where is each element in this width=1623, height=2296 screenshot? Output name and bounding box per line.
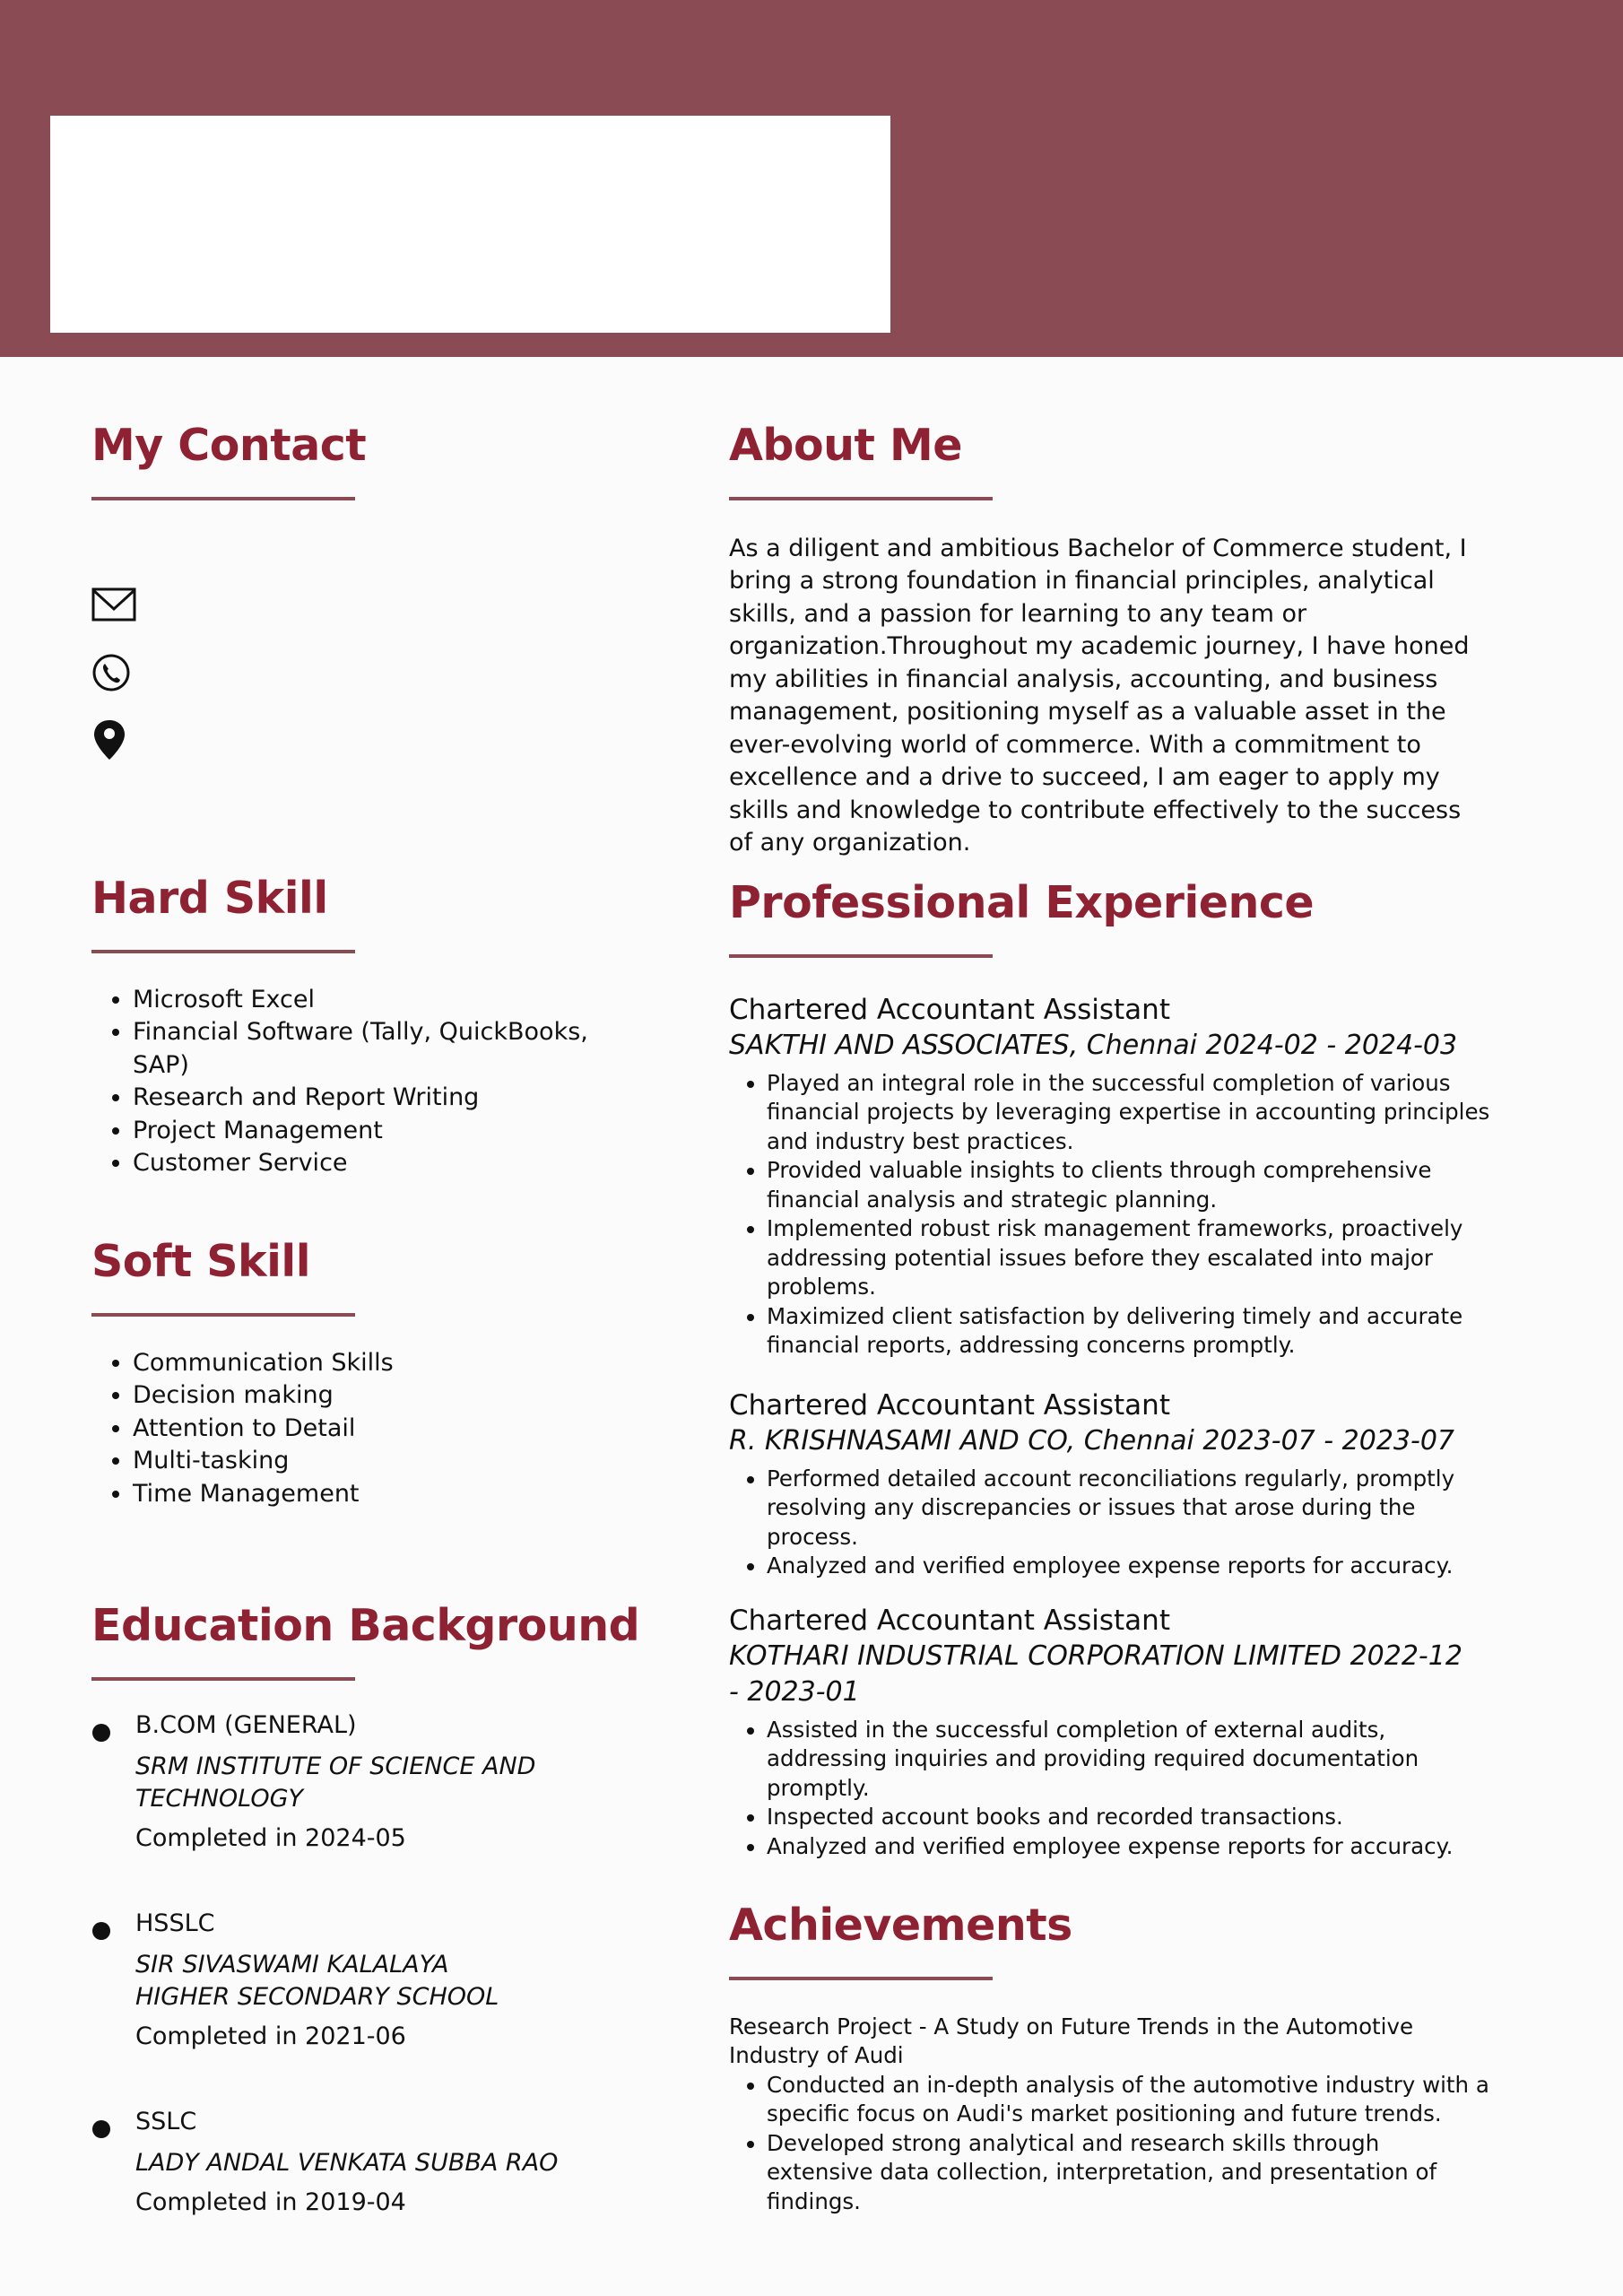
- education-completed: Completed in 2021-06: [135, 2022, 406, 2050]
- job-entry: [729, 992, 1491, 1361]
- title-rule: [91, 1313, 355, 1317]
- list-item: • Played an integral role in the successful completion of various financial projects by leveraging expertise in accounting principles and industry best practices.: [767, 1069, 1491, 1157]
- title-rule: [729, 954, 993, 958]
- list-item: • Inspected account books and recorded transactions.: [767, 1803, 1491, 1832]
- job-title: Chartered Accountant Assistant: [729, 993, 1170, 1026]
- education-degree: B.COM (GENERAL): [135, 1710, 357, 1739]
- list-item: • Multi-tasking: [133, 1445, 683, 1478]
- job-entry: [729, 1387, 1491, 1581]
- contact-title: My Contact: [91, 420, 367, 471]
- soft-skill-list: [91, 1347, 683, 1511]
- education-degree: HSSLC: [135, 1909, 215, 1937]
- soft-skill-section: [91, 1238, 683, 1510]
- job-company-dates: KOTHARI INDUSTRIAL CORPORATION LIMITED 2022-12 - 2023-01: [729, 1639, 1462, 1708]
- about-section: [729, 422, 1491, 860]
- education-item: [91, 2104, 701, 2221]
- title-rule: [91, 497, 355, 500]
- list-item: • Analyzed and verified employee expense reports for accuracy.: [767, 1832, 1491, 1862]
- list-item: • Performed detailed account reconciliations regularly, promptly resolving any discrepancies or issues that arose during the process.: [767, 1465, 1491, 1552]
- list-item: • Decision making: [133, 1379, 683, 1413]
- list-item: • Communication Skills: [133, 1347, 683, 1380]
- education-school: LADY ANDAL VENKATA SUBBA RAO: [135, 2148, 559, 2177]
- education-school: SRM INSTITUTE OF SCIENCE AND TECHNOLOGY: [135, 1752, 536, 1813]
- about-text: As a diligent and ambitious Bachelor of Commerce student, I bring a strong foundation in financial principles, analytical skills, and a passion for learning to any team or organization.Throughout my academic journey, I have honed my abilities in financial analysis, accounting, and business management, positioning myself as a valuable asset in the ever-evolving world of commerce. With a commitment to excellence and a drive to succeed, I am eager to apply my skills and knowledge to contribute effectively to the success of any organization.: [729, 534, 1470, 857]
- contact-section: [91, 422, 683, 774]
- contact-location-row: [91, 707, 683, 774]
- job-entry: [729, 1603, 1491, 1862]
- education-title: Education Background: [91, 1600, 640, 1651]
- job-company-dates: R. KRISHNASAMI AND CO, Chennai 2023-07 - 2023-07: [729, 1424, 1454, 1457]
- list-item: • Conducted an in-depth analysis of the automotive industry with a specific focus on Audi's market positioning and future trends.: [767, 2071, 1491, 2129]
- list-item: • Implemented robust risk management frameworks, proactively addressing potential issues before they escalated into major problems.: [767, 1214, 1491, 1302]
- list-item: • Customer Service: [133, 1147, 683, 1180]
- phone-icon: [91, 653, 131, 692]
- achievement-project-title: Research Project - A Study on Future Trends in the Automotive Industry of Audi: [729, 2013, 1414, 2069]
- list-item: • Financial Software (Tally, QuickBooks, SAP): [133, 1016, 599, 1082]
- job-points: [729, 1465, 1491, 1581]
- list-item: • Provided valuable insights to clients through comprehensive financial analysis and strategic planning.: [767, 1156, 1491, 1214]
- contact-phone-row: [91, 639, 683, 707]
- title-rule: [729, 1977, 993, 1980]
- name-placeholder-box: [50, 116, 890, 333]
- achievement-points: [729, 2071, 1491, 2217]
- contact-email-row: [91, 572, 683, 639]
- list-item: • Research and Report Writing: [133, 1082, 683, 1115]
- job-points: [729, 1716, 1491, 1862]
- education-item: [91, 1708, 701, 1857]
- left-column: [91, 420, 683, 2216]
- bullet-dot: [92, 1724, 110, 1742]
- mail-icon: [91, 587, 136, 623]
- job-title: Chartered Accountant Assistant: [729, 1388, 1170, 1422]
- list-item: • Analyzed and verified employee expense reports for accuracy.: [767, 1552, 1491, 1581]
- education-degree: SSLC: [135, 2107, 197, 2135]
- list-item: • Microsoft Excel: [133, 984, 683, 1017]
- title-rule: [91, 1677, 355, 1681]
- achievements-section: [729, 1901, 1491, 2216]
- soft-skill-title: Soft Skill: [91, 1236, 311, 1287]
- experience-section: [729, 879, 1491, 1861]
- achievements-title: Achievements: [729, 1900, 1072, 1951]
- list-item: • Attention to Detail: [133, 1413, 683, 1446]
- education-item: [91, 1906, 701, 2055]
- bullet-dot: [92, 2120, 110, 2138]
- title-rule: [91, 950, 355, 953]
- list-item: • Time Management: [133, 1478, 683, 1511]
- hard-skill-list: [91, 984, 683, 1180]
- education-section: [91, 1602, 701, 2221]
- education-completed: Completed in 2024-05: [135, 1823, 406, 1852]
- education-completed: Completed in 2019-04: [135, 2187, 406, 2216]
- job-title: Chartered Accountant Assistant: [729, 1604, 1170, 1637]
- contact-list: [91, 572, 683, 774]
- job-company-dates: SAKTHI AND ASSOCIATES, Chennai 2024-02 - 2024-03: [729, 1029, 1458, 1061]
- title-rule: [729, 497, 993, 500]
- list-item: • Assisted in the successful completion of external audits, addressing inquiries and providing required documentation promptly.: [767, 1716, 1491, 1804]
- education-school: SIR SIVASWAMI KALALAYA HIGHER SECONDARY SCHOOL: [135, 1950, 499, 2011]
- location-pin-icon: [91, 718, 127, 761]
- hard-skill-title: Hard Skill: [91, 873, 328, 924]
- list-item: • Project Management: [133, 1115, 683, 1148]
- hard-skill-section: [91, 874, 683, 1180]
- job-points: [729, 1069, 1491, 1361]
- about-title: About Me: [729, 420, 963, 471]
- experience-title: Professional Experience: [729, 877, 1315, 928]
- list-item: • Maximized client satisfaction by delivering timely and accurate financial reports, addressing concerns promptly.: [767, 1302, 1491, 1361]
- bullet-dot: [92, 1922, 110, 1940]
- list-item: • Developed strong analytical and research skills through extensive data collection, interpretation, and presentation of findings.: [767, 2129, 1491, 2217]
- right-column: [729, 420, 1491, 2214]
